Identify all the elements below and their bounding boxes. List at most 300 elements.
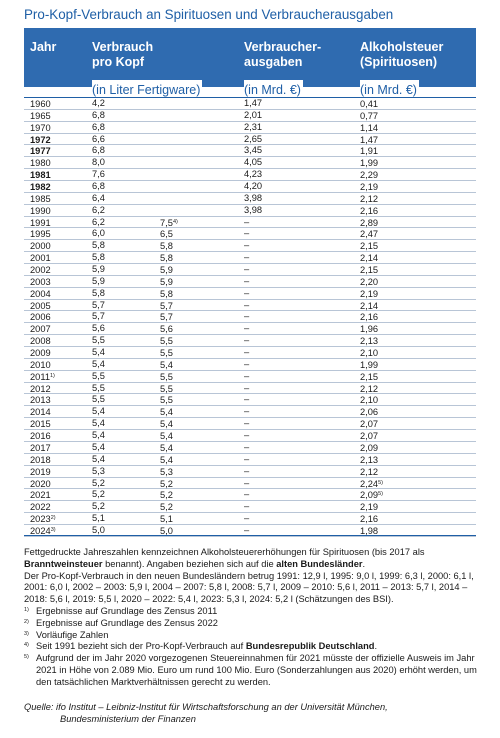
cell-ausgaben bbox=[244, 311, 249, 323]
cell-alkoholsteuer-value: 2,89 bbox=[360, 217, 379, 228]
table-row bbox=[24, 359, 476, 371]
cell-verbrauch-gesamt-value: 5,4 bbox=[160, 419, 173, 430]
table-row bbox=[24, 335, 476, 347]
cell-verbrauch-west bbox=[92, 122, 132, 134]
cell-year-value: 2019 bbox=[30, 466, 51, 477]
cell-verbrauch-west-value: 5,4 bbox=[92, 358, 105, 369]
table-body bbox=[24, 98, 476, 537]
cell-alkoholsteuer-value: 2,16 bbox=[360, 312, 379, 323]
cell-verbrauch-west bbox=[92, 442, 132, 454]
cell-verbrauch-gesamt-value: 5,6 bbox=[160, 324, 173, 335]
cell-ausgaben-value: – bbox=[244, 418, 250, 429]
table-row bbox=[24, 394, 476, 406]
cell-ausgaben-value: 2,65 bbox=[244, 133, 263, 144]
cell-ausgaben bbox=[244, 134, 262, 146]
cell-year-value: 1991 bbox=[30, 217, 51, 228]
cell-verbrauch-west bbox=[92, 205, 132, 217]
cell-verbrauch-west-value: 5,9 bbox=[92, 275, 105, 286]
cell-year-value: 2014 bbox=[30, 407, 51, 418]
cell-verbrauch-west bbox=[92, 513, 132, 525]
cell-ausgaben-value: – bbox=[244, 347, 250, 358]
cell-verbrauch-west bbox=[92, 217, 132, 229]
cell-ausgaben-value: – bbox=[244, 264, 250, 275]
cell-ausgaben-value: – bbox=[244, 441, 250, 452]
cell-ausgaben bbox=[244, 145, 262, 157]
cell-year-value: 2016 bbox=[30, 431, 51, 442]
footnote-marker: 4) bbox=[172, 218, 178, 225]
cell-ausgaben-value: – bbox=[244, 524, 250, 535]
cell-verbrauch-west bbox=[92, 406, 132, 418]
footnote-text: . bbox=[374, 641, 378, 652]
cell-ausgaben bbox=[244, 288, 249, 300]
cell-ausgaben bbox=[244, 442, 249, 454]
cell-ausgaben-value: – bbox=[244, 382, 250, 393]
cell-verbrauch-west-value: 5,4 bbox=[92, 453, 105, 464]
table-row bbox=[24, 98, 476, 110]
cell-year-value: 1972 bbox=[30, 134, 51, 145]
cell-verbrauch-west-value: 5,5 bbox=[92, 335, 105, 346]
cell-verbrauch-west-value: 5,2 bbox=[92, 489, 105, 500]
cell-ausgaben-value: 4,23 bbox=[244, 169, 263, 180]
footnote-number: 1) bbox=[24, 606, 29, 613]
cell-ausgaben-value: – bbox=[244, 489, 250, 500]
table-row bbox=[24, 205, 476, 217]
cell-ausgaben bbox=[244, 489, 249, 501]
cell-ausgaben-value: 3,98 bbox=[244, 204, 263, 215]
cell-ausgaben bbox=[244, 478, 249, 490]
footnote-5 bbox=[24, 653, 480, 688]
cell-verbrauch-gesamt-value: 5,8 bbox=[160, 241, 173, 252]
cell-verbrauch-gesamt-value: 5,2 bbox=[160, 502, 173, 513]
cell-ausgaben-value: – bbox=[244, 275, 250, 286]
cell-verbrauch-west-value: 5,4 bbox=[92, 347, 105, 358]
table-row bbox=[24, 157, 476, 169]
cell-ausgaben-value: – bbox=[244, 216, 250, 227]
cell-alkoholsteuer-value: 2,16 bbox=[360, 514, 379, 525]
cell-ausgaben-value: 1,47 bbox=[244, 98, 263, 108]
cell-verbrauch-west bbox=[92, 466, 132, 478]
cell-ausgaben bbox=[244, 157, 262, 169]
cell-alkoholsteuer-value: 0,41 bbox=[360, 99, 379, 109]
table-row bbox=[24, 418, 476, 430]
cell-verbrauch-west bbox=[92, 252, 132, 264]
cell-alkoholsteuer-value: 2,10 bbox=[360, 395, 379, 406]
cell-year-value: 1970 bbox=[30, 122, 51, 133]
cell-alkoholsteuer-value: 1,96 bbox=[360, 324, 379, 335]
table-row bbox=[24, 122, 476, 134]
cell-verbrauch-gesamt-value: 5,5 bbox=[160, 371, 173, 382]
cell-verbrauch-gesamt-value: 5,5 bbox=[160, 348, 173, 359]
cell-verbrauch-west bbox=[92, 478, 132, 490]
cell-verbrauch-west-value: 5,1 bbox=[92, 513, 105, 524]
cell-verbrauch-west-value: 5,2 bbox=[92, 501, 105, 512]
footnote-marker: 5) bbox=[378, 479, 383, 486]
source-line1: Quelle: ifo Institut – Leibniz-Institut für Wirtschaftsforschung an der Universität München, bbox=[24, 702, 388, 712]
footnote-text: Seit 1991 bezieht sich der Pro-Kopf-Verbrauch auf bbox=[36, 641, 246, 652]
cell-verbrauch-west-value: 6,2 bbox=[92, 216, 105, 227]
header-jahr: Jahr bbox=[30, 40, 57, 54]
cell-alkoholsteuer-value: 2,19 bbox=[360, 502, 379, 513]
cell-ausgaben bbox=[244, 430, 249, 442]
cell-verbrauch-west-value: 5,9 bbox=[92, 264, 105, 275]
table-row bbox=[24, 489, 476, 501]
cell-verbrauch-west bbox=[92, 347, 132, 359]
cell-ausgaben bbox=[244, 359, 249, 371]
cell-ausgaben bbox=[244, 240, 249, 252]
table-row bbox=[24, 478, 476, 490]
cell-verbrauch-gesamt-value: 5,8 bbox=[160, 253, 173, 264]
cell-verbrauch-gesamt-value: 7,5 bbox=[160, 217, 173, 228]
footnote-text: Ergebnisse auf Grundlage des Zensus 2022 bbox=[36, 617, 218, 628]
cell-verbrauch-west bbox=[92, 335, 132, 347]
cell-ausgaben bbox=[244, 406, 249, 418]
cell-verbrauch-west-value: 5,5 bbox=[92, 394, 105, 405]
cell-year-value: 1990 bbox=[30, 205, 51, 216]
cell-verbrauch-gesamt-value: 5,3 bbox=[160, 466, 173, 477]
header-ausgaben-line2: ausgaben bbox=[244, 55, 303, 69]
footnote-3 bbox=[24, 630, 480, 642]
cell-ausgaben-value: 2,31 bbox=[244, 121, 263, 132]
cell-ausgaben bbox=[244, 181, 262, 193]
table-row bbox=[24, 169, 476, 181]
cell-alkoholsteuer-value: 2,12 bbox=[360, 193, 379, 204]
cell-verbrauch-west bbox=[92, 430, 132, 442]
cell-year-value: 2017 bbox=[30, 442, 51, 453]
cell-ausgaben bbox=[244, 169, 262, 181]
footnote-text: Aufgrund der im Jahr 2020 vorgezogenen Steuereinnahmen für 2021 müsste der offizielle Ausweis im Jahr 2021 in Höhe von 2.089 Mio. Euro um rund 100 Mio. Euro (Sonderzahlungen aus 2020) erhöht werden, um den tatsächlichen Marktverhältnissen gerecht zu werden. bbox=[36, 653, 477, 687]
cell-ausgaben-value: – bbox=[244, 394, 250, 405]
cell-ausgaben bbox=[244, 98, 262, 110]
cell-ausgaben bbox=[244, 264, 249, 276]
footnote-bold: Bundesrepublik Deutschland bbox=[245, 641, 375, 652]
cell-alkoholsteuer-value: 1,99 bbox=[360, 158, 379, 169]
cell-verbrauch-west-value: 5,8 bbox=[92, 240, 105, 251]
cell-verbrauch-west-value: 5,2 bbox=[92, 477, 105, 488]
source-line2: Bundesministerium der Finanzen bbox=[60, 713, 196, 724]
cell-alkoholsteuer-value: 2,10 bbox=[360, 348, 379, 359]
cell-verbrauch-gesamt-value: 5,4 bbox=[160, 431, 173, 442]
cell-ausgaben-value: – bbox=[244, 299, 250, 310]
cell-year-value: 2013 bbox=[30, 395, 51, 406]
table-row bbox=[24, 347, 476, 359]
note-text: . bbox=[362, 558, 366, 569]
table-row bbox=[24, 110, 476, 122]
cell-alkoholsteuer-value: 2,16 bbox=[360, 205, 379, 216]
cell-verbrauch-gesamt-value: 5,0 bbox=[160, 525, 173, 536]
cell-year-value: 2009 bbox=[30, 348, 51, 359]
cell-ausgaben bbox=[244, 394, 249, 406]
header-ausgaben-line1: Verbraucher- bbox=[244, 40, 322, 54]
cell-year-value: 1982 bbox=[30, 182, 51, 193]
cell-ausgaben bbox=[244, 122, 262, 134]
table-row bbox=[24, 288, 476, 300]
table-row bbox=[24, 217, 476, 229]
cell-verbrauch-west bbox=[92, 359, 132, 371]
cell-ausgaben bbox=[244, 205, 262, 217]
cell-verbrauch-west bbox=[92, 181, 132, 193]
note-bold: alten Bundesländer bbox=[276, 558, 363, 569]
cell-ausgaben bbox=[244, 501, 249, 513]
cell-year-value: 2022 bbox=[30, 502, 51, 513]
cell-year-value: 2008 bbox=[30, 336, 51, 347]
cell-year-value: 2011 bbox=[30, 371, 50, 382]
cell-ausgaben bbox=[244, 276, 249, 288]
cell-year-value: 2000 bbox=[30, 241, 51, 252]
cell-ausgaben bbox=[244, 193, 262, 205]
table-row bbox=[24, 501, 476, 513]
cell-year-value: 2006 bbox=[30, 312, 51, 323]
cell-verbrauch-gesamt-value: 6,5 bbox=[160, 229, 173, 240]
cell-verbrauch-west-value: 6,8 bbox=[92, 145, 105, 156]
units-row bbox=[24, 79, 476, 99]
cell-alkoholsteuer-value: 2,29 bbox=[360, 170, 379, 181]
cell-verbrauch-west-value: 5,4 bbox=[92, 441, 105, 452]
footnote-marker: 1) bbox=[50, 372, 55, 379]
cell-alkoholsteuer-value: 2,15 bbox=[360, 265, 379, 276]
cell-year-value: 1977 bbox=[30, 146, 51, 157]
table-row bbox=[24, 134, 476, 146]
note-bold-years bbox=[24, 547, 480, 571]
footnote-1 bbox=[24, 606, 480, 618]
cell-alkoholsteuer-value: 2,24 bbox=[360, 478, 379, 489]
cell-ausgaben-value: 4,20 bbox=[244, 181, 263, 192]
cell-alkoholsteuer-value: 2,09 bbox=[360, 442, 379, 453]
cell-verbrauch-gesamt-value: 5,7 bbox=[160, 312, 173, 323]
table-row bbox=[24, 276, 476, 288]
cell-verbrauch-west-value: 5,8 bbox=[92, 287, 105, 298]
table-row bbox=[24, 406, 476, 418]
footnote-marker: 5) bbox=[378, 491, 383, 498]
footnote-marker: 3) bbox=[50, 526, 56, 533]
cell-verbrauch-gesamt-value: 5,5 bbox=[160, 383, 173, 394]
header-verbrauch bbox=[92, 40, 153, 70]
cell-ausgaben-value: – bbox=[244, 477, 250, 488]
cell-ausgaben bbox=[244, 371, 249, 383]
table-row bbox=[24, 466, 476, 478]
cell-verbrauch-west-value: 5,8 bbox=[92, 252, 105, 263]
cell-ausgaben-value: – bbox=[244, 287, 250, 298]
cell-verbrauch-west bbox=[92, 311, 132, 323]
cell-year-value: 2003 bbox=[30, 276, 51, 287]
table-row bbox=[24, 181, 476, 193]
page-title: Pro-Kopf-Verbrauch an Spirituosen und Verbraucherausgaben bbox=[24, 7, 394, 22]
cell-ausgaben-value: – bbox=[244, 252, 250, 263]
cell-year-value: 1965 bbox=[30, 110, 51, 121]
cell-verbrauch-west-value: 4,2 bbox=[92, 98, 105, 108]
cell-alkoholsteuer-value: 2,14 bbox=[360, 300, 379, 311]
cell-year-value: 2024 bbox=[30, 525, 51, 536]
cell-ausgaben bbox=[244, 335, 249, 347]
cell-ausgaben-value: – bbox=[244, 430, 250, 441]
unit-steuer: (in Mrd. €) bbox=[360, 80, 419, 100]
cell-ausgaben bbox=[244, 252, 249, 264]
cell-ausgaben-value: – bbox=[244, 465, 250, 476]
cell-verbrauch-west bbox=[92, 110, 132, 122]
cell-ausgaben bbox=[244, 466, 249, 478]
header-verbrauch-line1: Verbrauch bbox=[92, 40, 154, 54]
table-row bbox=[24, 513, 476, 525]
cell-year-value: 2001 bbox=[30, 253, 51, 264]
table-row bbox=[24, 383, 476, 395]
cell-verbrauch-west-value: 5,6 bbox=[92, 323, 105, 334]
cell-alkoholsteuer-value: 1,14 bbox=[360, 122, 379, 133]
cell-verbrauch-gesamt-value: 5,7 bbox=[160, 300, 173, 311]
cell-alkoholsteuer-value: 1,99 bbox=[360, 359, 379, 370]
footnote-number: 5) bbox=[24, 654, 29, 661]
cell-verbrauch-west bbox=[92, 193, 132, 205]
cell-ausgaben-value: – bbox=[244, 358, 250, 369]
note-text: benannt). Angaben beziehen sich auf die bbox=[102, 558, 277, 569]
cell-verbrauch-west-value: 5,4 bbox=[92, 430, 105, 441]
cell-alkoholsteuer-value: 2,09 bbox=[360, 490, 379, 501]
cell-verbrauch-west-value: 5,0 bbox=[92, 524, 105, 535]
footnote-2 bbox=[24, 618, 480, 630]
cell-verbrauch-west bbox=[92, 418, 132, 430]
cell-verbrauch-gesamt-value: 5,5 bbox=[160, 395, 173, 406]
footnote-number: 2) bbox=[24, 618, 29, 625]
cell-verbrauch-gesamt-value: 5,4 bbox=[160, 454, 173, 465]
cell-ausgaben bbox=[244, 418, 249, 430]
cell-verbrauch-gesamt-value: 5,2 bbox=[160, 478, 173, 489]
cell-verbrauch-west bbox=[92, 323, 132, 335]
unit-verbrauch: (in Liter Fertigware) bbox=[92, 80, 202, 100]
note-new-states: Der Pro-Kopf-Verbrauch in den neuen Bundesländern betrug 1991: 12,9 l, 1995: 9,0 l, 1999: 6,3 l, 2000: 6,1 l, 2001: 6,0 l, 2002 – 2003: 5,9 l, 2004 – 2007: 5,8 l, 2008: 5,7 l, 2009 – 2010: 5,6 l, 2011 – 2013: 5,7 l, 2014 – 2018: 5,6 l, 2019: 5,5 l, 2020 – 2022: 5,4 l, 2023: 5,3 l, 2024: 5,2 l (Schätzungen des BSI). bbox=[24, 570, 474, 605]
cell-ausgaben-value: – bbox=[244, 453, 250, 464]
table-row bbox=[24, 442, 476, 454]
cell-verbrauch-gesamt-value: 5,5 bbox=[160, 336, 173, 347]
cell-alkoholsteuer-value: 2,19 bbox=[360, 288, 379, 299]
cell-alkoholsteuer-value: 2,06 bbox=[360, 407, 379, 418]
cell-year-value: 2020 bbox=[30, 478, 51, 489]
cell-year-value: 2012 bbox=[30, 383, 51, 394]
cell-year-value: 2021 bbox=[30, 490, 51, 501]
cell-year-value: 2018 bbox=[30, 454, 51, 465]
cell-ausgaben bbox=[244, 383, 249, 395]
cell-year-value: 1980 bbox=[30, 158, 51, 169]
cell-verbrauch-west-value: 6,0 bbox=[92, 228, 105, 239]
footnote-marker: 2) bbox=[50, 515, 56, 522]
table-row bbox=[24, 264, 476, 276]
cell-verbrauch-west-value: 6,8 bbox=[92, 121, 105, 132]
cell-verbrauch-west bbox=[92, 383, 132, 395]
header-alkoholsteuer bbox=[360, 40, 443, 70]
table-row bbox=[24, 430, 476, 442]
cell-verbrauch-west-value: 5,7 bbox=[92, 299, 105, 310]
cell-verbrauch-west bbox=[92, 240, 132, 252]
cell-ausgaben bbox=[244, 454, 249, 466]
cell-verbrauch-gesamt-value: 5,8 bbox=[160, 288, 173, 299]
footnote-number: 4) bbox=[24, 642, 29, 649]
cell-alkoholsteuer-value: 1,47 bbox=[360, 134, 379, 145]
cell-year-value: 1995 bbox=[30, 229, 51, 240]
cell-alkoholsteuer-value: 2,07 bbox=[360, 419, 379, 430]
cell-ausgaben-value: – bbox=[244, 501, 250, 512]
cell-verbrauch-west bbox=[92, 501, 132, 513]
table-bottom-divider bbox=[24, 535, 476, 536]
notes bbox=[24, 547, 480, 689]
cell-year-value: 2015 bbox=[30, 419, 51, 430]
cell-verbrauch-west bbox=[92, 300, 132, 312]
cell-verbrauch-west bbox=[92, 228, 132, 240]
cell-verbrauch-west-value: 5,4 bbox=[92, 406, 105, 417]
cell-ausgaben bbox=[244, 217, 249, 229]
cell-verbrauch-west bbox=[92, 394, 132, 406]
cell-verbrauch-west bbox=[92, 288, 132, 300]
cell-year-value: 1981 bbox=[30, 170, 51, 181]
cell-alkoholsteuer-value: 2,14 bbox=[360, 253, 379, 264]
table-row bbox=[24, 454, 476, 466]
cell-verbrauch-west bbox=[92, 145, 132, 157]
table-row bbox=[24, 252, 476, 264]
table-row bbox=[24, 311, 476, 323]
cell-alkoholsteuer-value: 2,20 bbox=[360, 276, 379, 287]
footnote-4 bbox=[24, 641, 480, 653]
cell-year-value: 1960 bbox=[30, 99, 51, 109]
cell-ausgaben bbox=[244, 110, 262, 122]
cell-verbrauch-west-value: 5,5 bbox=[92, 370, 105, 381]
cell-alkoholsteuer-value: 2,15 bbox=[360, 241, 379, 252]
cell-ausgaben bbox=[244, 228, 249, 240]
note-text: Fettgedruckte Jahreszahlen kennzeichnen Alkoholsteuererhöhungen für Spirituosen (bis 2017 als bbox=[24, 547, 425, 557]
cell-alkoholsteuer-value: 2,13 bbox=[360, 336, 379, 347]
cell-verbrauch-gesamt-value: 5,2 bbox=[160, 490, 173, 501]
cell-verbrauch-west-value: 5,5 bbox=[92, 382, 105, 393]
cell-ausgaben-value: 3,45 bbox=[244, 145, 263, 156]
cell-verbrauch-west-value: 5,3 bbox=[92, 465, 105, 476]
source bbox=[24, 702, 480, 726]
cell-year-value: 2005 bbox=[30, 300, 51, 311]
note-bold: Branntweinsteuer bbox=[24, 558, 103, 569]
cell-ausgaben bbox=[244, 323, 249, 335]
cell-year-value: 1985 bbox=[30, 193, 51, 204]
cell-verbrauch-west bbox=[92, 134, 132, 146]
cell-verbrauch-west-value: 8,0 bbox=[92, 157, 105, 168]
cell-verbrauch-west-value: 5,4 bbox=[92, 418, 105, 429]
cell-alkoholsteuer-value: 2,19 bbox=[360, 182, 379, 193]
cell-verbrauch-west-value: 6,2 bbox=[92, 204, 105, 215]
cell-verbrauch-gesamt-value: 5,1 bbox=[160, 514, 173, 525]
cell-year-value: 2023 bbox=[30, 514, 51, 525]
cell-ausgaben-value: – bbox=[244, 323, 250, 334]
cell-verbrauch-gesamt-value: 5,4 bbox=[160, 359, 173, 370]
cell-verbrauch-west bbox=[92, 98, 132, 110]
cell-year-value: 2002 bbox=[30, 265, 51, 276]
header-verbraucherausgaben bbox=[244, 40, 321, 70]
cell-verbrauch-west-value: 6,6 bbox=[92, 133, 105, 144]
cell-alkoholsteuer-value: 0,77 bbox=[360, 110, 379, 121]
table-row bbox=[24, 323, 476, 335]
cell-ausgaben-value: – bbox=[244, 335, 250, 346]
footnote-text: Ergebnisse auf Grundlage des Zensus 2011 bbox=[36, 605, 218, 616]
unit-ausgaben: (in Mrd. €) bbox=[244, 80, 303, 100]
cell-year-value: 2010 bbox=[30, 359, 51, 370]
cell-verbrauch-west-value: 6,4 bbox=[92, 192, 105, 203]
cell-alkoholsteuer-value: 2,47 bbox=[360, 229, 379, 240]
cell-verbrauch-west bbox=[92, 276, 132, 288]
cell-ausgaben bbox=[244, 300, 249, 312]
cell-alkoholsteuer-value: 2,12 bbox=[360, 466, 379, 477]
cell-verbrauch-gesamt-value: 5,4 bbox=[160, 442, 173, 453]
cell-ausgaben-value: 2,01 bbox=[244, 109, 263, 120]
cell-verbrauch-west-value: 6,8 bbox=[92, 109, 105, 120]
cell-verbrauch-gesamt-value: 5,9 bbox=[160, 265, 173, 276]
cell-ausgaben-value: – bbox=[244, 240, 250, 251]
table-row bbox=[24, 371, 476, 383]
cell-ausgaben-value: – bbox=[244, 513, 250, 524]
cell-ausgaben-value: – bbox=[244, 311, 250, 322]
cell-verbrauch-gesamt-value: 5,4 bbox=[160, 407, 173, 418]
cell-ausgaben bbox=[244, 513, 249, 525]
